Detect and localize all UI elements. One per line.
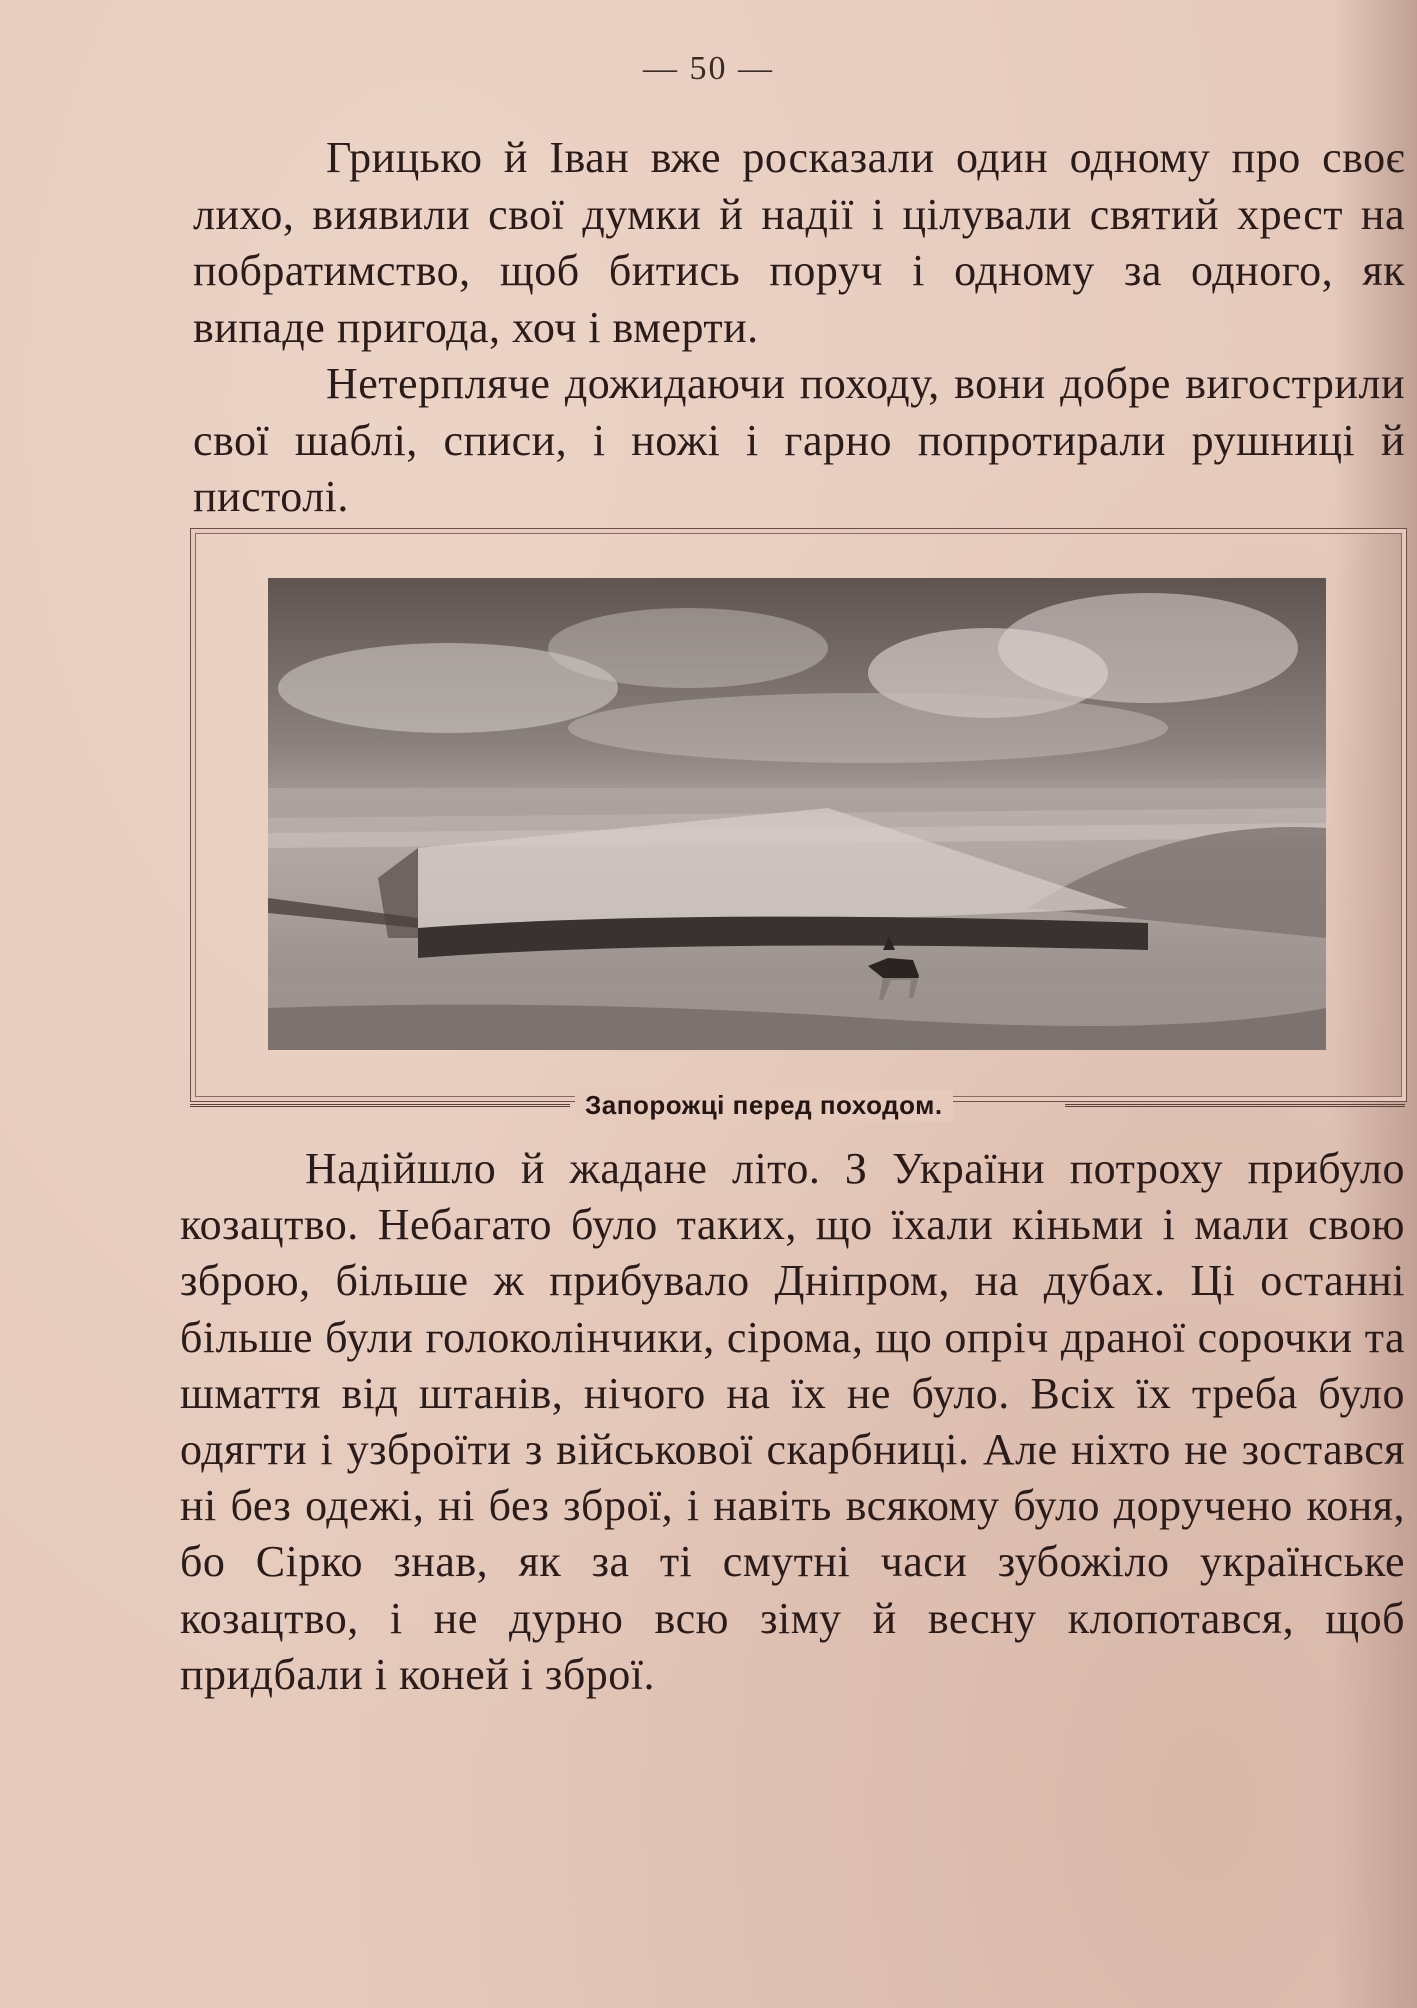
illustration-image <box>268 578 1326 1050</box>
illustration-caption: Запорожці перед походом. <box>575 1090 953 1121</box>
page-number: — 50 — <box>643 50 774 87</box>
paragraph-1: Грицько й Іван вже росказали один одному про своє лихо, виявили свої думки й надії і цілували святий хрест на побратимство, щоб битись поруч і одному за одного, як випаде пригода, хоч і вмерти. <box>193 133 1405 352</box>
caption-rule-right <box>1065 1104 1405 1107</box>
caption-rule-left <box>190 1104 570 1107</box>
paragraph-3: Надійшло й жадане літо. З України потроху прибуло козацтво. Небагато було таких, що їхали кіньми і мали свою зброю, більше ж прибувало Дніпром, на дубах. Ці останні більше були голоколінчики, сірома, що опріч драної сорочки та шмаття від штанів, нічого на їх не було. Всіх їх треба було одягти і узброїти з військової скарбниці. Але ніхто не зостався ні без одежі, ні без зброї, і навіть всякому було доручено коня, бо Сірко знав, як за ті смутні часи зубожіло українське козацтво, і не дурно всю зіму й весну клопотався, щоб придбали і коней і зброї. <box>180 1144 1405 1699</box>
paragraph-2: Нетерпляче дожидаючи походу, вони добре вигострили свої шаблі, списи, і ножі і гарно попротирали рушниці й пистолі. <box>193 359 1405 521</box>
